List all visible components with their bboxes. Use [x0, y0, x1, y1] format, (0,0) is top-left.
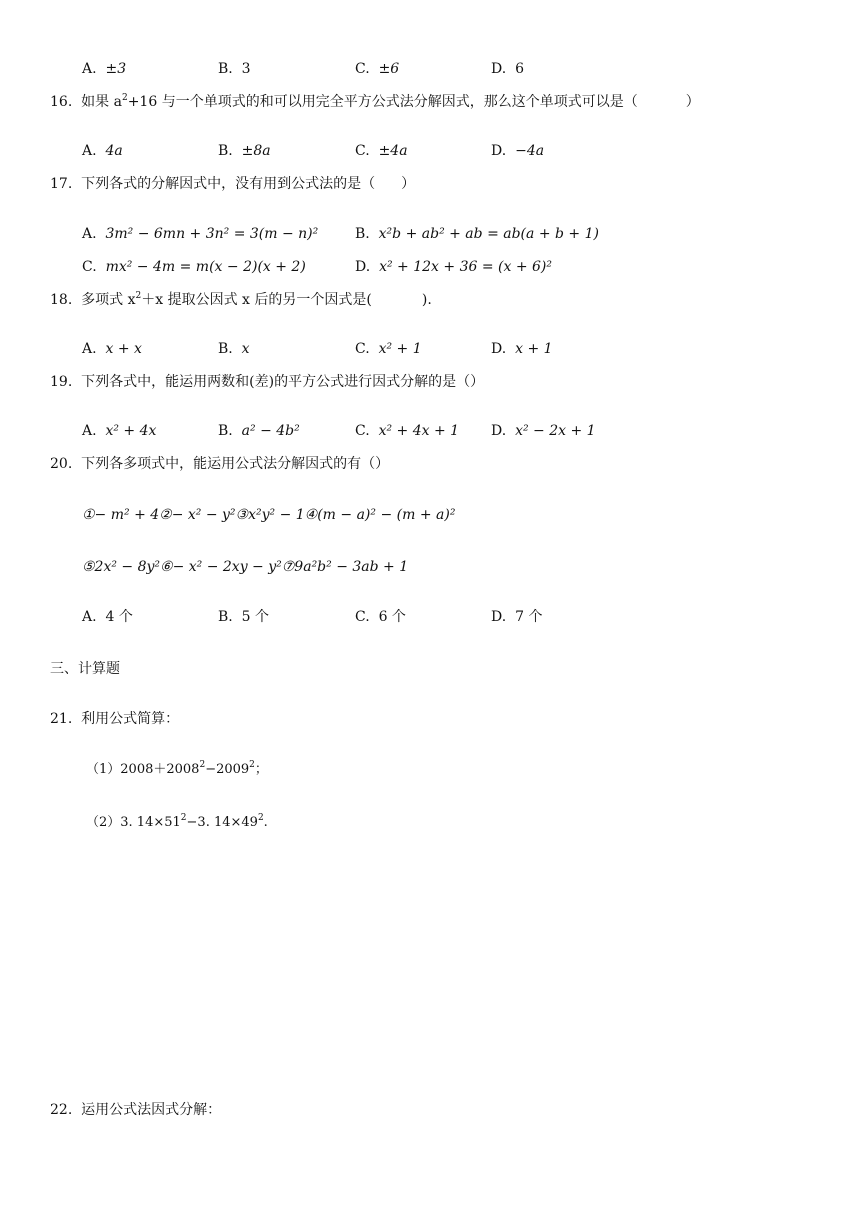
q18-option-b: B. x [218, 341, 250, 357]
q17-option-b: B. x²b + ab² + ab = ab(a + b + 1) [355, 226, 599, 242]
q17-option-d: D. x² + 12x + 36 = (x + 6)² [355, 259, 552, 275]
question-17-stem: 17. 下列各式的分解因式中，没有用到公式法的是（ ） [50, 176, 416, 192]
question-16-stem: 16. 如果 $a^2+16$ 与一个单项式的和可以用完全平方公式法分解因式，那么这个单项式可以是（ ） [50, 93, 700, 110]
q20-option-d: D. 7 个 [491, 609, 543, 625]
q19-option-b: B. a² − 4b² [218, 423, 300, 439]
q15-option-c: C. ±6 [355, 61, 400, 77]
q19-option-a: A. x² + 4x [82, 423, 157, 439]
q18-option-c: C. x² + 1 [355, 341, 422, 357]
q21-part-2: （2）3. $14\times 51^2-3$. $14\times 49^2$. [86, 813, 268, 830]
q20-expressions-line-2: ⑤2x² − 8y²⑥− x² − 2xy − y²⑦9a²b² − 3ab + 1 [82, 559, 409, 575]
q19-option-c: C. x² + 4x + 1 [355, 423, 460, 439]
q16-option-a: A. 4a [82, 143, 123, 159]
question-19-stem: 19. 下列各式中，能运用两数和(差)的平方公式进行因式分解的是（） [50, 374, 485, 390]
q18-option-a: A. x + x [82, 341, 142, 357]
q17-option-c: C. mx² − 4m = m(x − 2)(x + 2) [82, 259, 306, 275]
q20-option-b: B. 5 个 [218, 609, 270, 625]
q19-option-d: D. x² − 2x + 1 [491, 423, 596, 439]
question-21-stem: 21. 利用公式简算： [50, 711, 180, 727]
q15-option-b: B. 3 [218, 61, 251, 77]
q17-option-a: A. 3m² − 6mn + 3n² = 3(m − n)² [82, 226, 319, 242]
question-22-stem: 22. 运用公式法因式分解： [50, 1102, 222, 1118]
q21-part-1: $(1)2008+2008^2-2009^2$； [86, 760, 268, 777]
q15-option-a: A. ±3 [82, 61, 127, 77]
question-20-stem: 20. 下列各多项式中，能运用公式法分解因式的有（） [50, 456, 390, 472]
q20-option-c: C. 6 个 [355, 609, 406, 625]
q16-option-d: D. −4a [491, 143, 545, 159]
q16-option-b: B. ±8a [218, 143, 271, 159]
q16-option-c: C. ±4a [355, 143, 408, 159]
q15-option-d: D. 6 [491, 61, 525, 77]
q18-option-d: D. x + 1 [491, 341, 553, 357]
q20-expressions-line-1: ①− m² + 4②− x² − y²③x²y² − 1④(m − a)² − (m + a)² [82, 507, 456, 523]
q20-option-a: A. 4 个 [82, 609, 133, 625]
question-18-stem: 18. 多项式 $x^2+x$ 提取公因式 x 后的另一个因式是( ). [50, 291, 432, 308]
section-3-title: 三、计算题 [50, 661, 120, 677]
